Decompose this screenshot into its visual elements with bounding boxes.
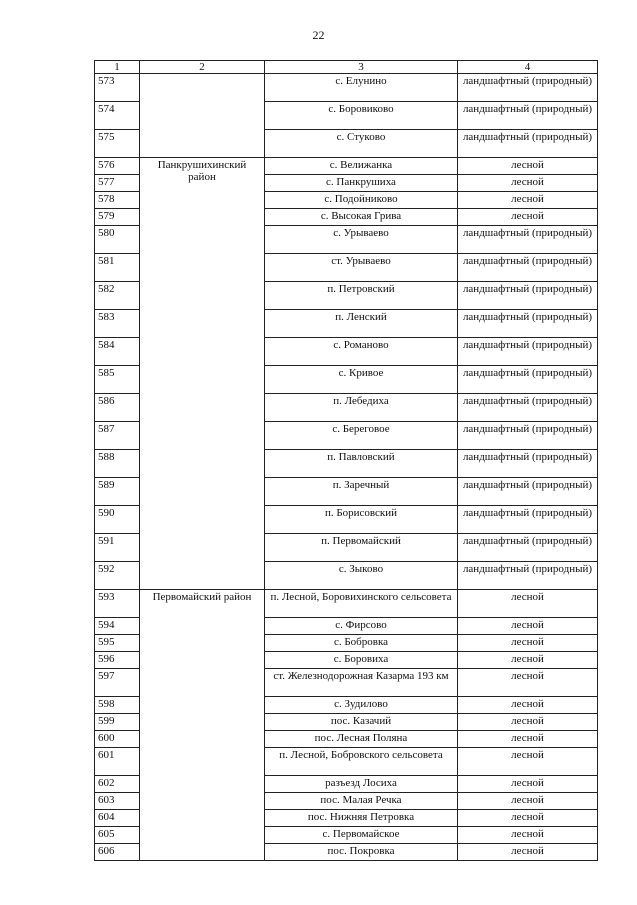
row-number-cell: 573 <box>95 74 140 102</box>
column-header-3: 3 <box>265 61 458 74</box>
row-number-cell: 594 <box>95 618 140 635</box>
settlement-name-cell: п. Лебедиха <box>265 394 458 422</box>
zone-type-cell: лесной <box>458 827 598 844</box>
district-cell: Панкрушихинский район <box>140 158 265 590</box>
row-number-cell: 590 <box>95 506 140 534</box>
zone-type-cell: ландшафтный (природный) <box>458 366 598 394</box>
row-number-cell: 578 <box>95 192 140 209</box>
row-number-cell: 596 <box>95 652 140 669</box>
settlement-name-cell: п. Первомайский <box>265 534 458 562</box>
row-number-cell: 598 <box>95 697 140 714</box>
table-row <box>95 590 598 618</box>
row-number-cell: 575 <box>95 130 140 158</box>
district-cell <box>140 74 265 158</box>
settlement-name-cell: пос. Нижняя Петровка <box>265 810 458 827</box>
settlement-name-cell: с. Береговое <box>265 422 458 450</box>
row-number-cell: 595 <box>95 635 140 652</box>
row-number-cell: 581 <box>95 254 140 282</box>
district-cell: Первомайский район <box>140 590 265 861</box>
row-number-cell: 605 <box>95 827 140 844</box>
settlement-name-cell: ст. Урываево <box>265 254 458 282</box>
zone-type-cell: лесной <box>458 776 598 793</box>
zone-type-cell: ландшафтный (природный) <box>458 338 598 366</box>
settlement-name-cell: с. Первомайское <box>265 827 458 844</box>
zone-type-cell: ландшафтный (природный) <box>458 534 598 562</box>
settlement-name-cell: с. Урываево <box>265 226 458 254</box>
zone-type-cell: ландшафтный (природный) <box>458 226 598 254</box>
settlement-name-cell: п. Борисовский <box>265 506 458 534</box>
settlement-name-cell: пос. Лесная Поляна <box>265 731 458 748</box>
row-number-cell: 606 <box>95 844 140 861</box>
zone-type-cell: лесной <box>458 714 598 731</box>
settlement-name-cell: с. Подойниково <box>265 192 458 209</box>
zone-type-cell: ландшафтный (природный) <box>458 74 598 102</box>
settlement-name-cell: с. Фирсово <box>265 618 458 635</box>
row-number-cell: 584 <box>95 338 140 366</box>
zone-type-cell: лесной <box>458 158 598 175</box>
settlement-name-cell: п. Лесной, Боровихинского сельсовета <box>265 590 458 618</box>
settlements-table <box>94 60 598 861</box>
table-body <box>95 74 598 861</box>
zone-type-cell: лесной <box>458 618 598 635</box>
settlement-name-cell: пос. Казачий <box>265 714 458 731</box>
settlement-name-cell: п. Ленский <box>265 310 458 338</box>
table-header-row <box>95 61 598 74</box>
settlement-name-cell: ст. Железнодорожная Казарма 193 км <box>265 669 458 697</box>
zone-type-cell: ландшафтный (природный) <box>458 478 598 506</box>
settlement-name-cell: п. Заречный <box>265 478 458 506</box>
row-number-cell: 597 <box>95 669 140 697</box>
settlement-name-cell: п. Павловский <box>265 450 458 478</box>
zone-type-cell: ландшафтный (природный) <box>458 394 598 422</box>
zone-type-cell: лесной <box>458 209 598 226</box>
row-number-cell: 591 <box>95 534 140 562</box>
row-number-cell: 602 <box>95 776 140 793</box>
zone-type-cell: лесной <box>458 192 598 209</box>
zone-type-cell: ландшафтный (природный) <box>458 282 598 310</box>
row-number-cell: 593 <box>95 590 140 618</box>
zone-type-cell: лесной <box>458 748 598 776</box>
row-number-cell: 599 <box>95 714 140 731</box>
settlement-name-cell: с. Кривое <box>265 366 458 394</box>
zone-type-cell: ландшафтный (природный) <box>458 422 598 450</box>
row-number-cell: 583 <box>95 310 140 338</box>
row-number-cell: 586 <box>95 394 140 422</box>
settlement-name-cell: с. Боровиково <box>265 102 458 130</box>
zone-type-cell: ландшафтный (природный) <box>458 130 598 158</box>
settlement-name-cell: п. Лесной, Бобровского сельсовета <box>265 748 458 776</box>
row-number-cell: 585 <box>95 366 140 394</box>
zone-type-cell: ландшафтный (природный) <box>458 310 598 338</box>
zone-type-cell: лесной <box>458 652 598 669</box>
row-number-cell: 588 <box>95 450 140 478</box>
row-number-cell: 582 <box>95 282 140 310</box>
settlement-name-cell: с. Елунино <box>265 74 458 102</box>
zone-type-cell: лесной <box>458 175 598 192</box>
zone-type-cell: лесной <box>458 844 598 861</box>
row-number-cell: 604 <box>95 810 140 827</box>
row-number-cell: 579 <box>95 209 140 226</box>
row-number-cell: 603 <box>95 793 140 810</box>
zone-type-cell: лесной <box>458 810 598 827</box>
zone-type-cell: лесной <box>458 635 598 652</box>
settlement-name-cell: с. Романово <box>265 338 458 366</box>
column-header-4: 4 <box>458 61 598 74</box>
column-header-2: 2 <box>140 61 265 74</box>
row-number-cell: 601 <box>95 748 140 776</box>
row-number-cell: 600 <box>95 731 140 748</box>
settlement-name-cell: с. Зудилово <box>265 697 458 714</box>
row-number-cell: 592 <box>95 562 140 590</box>
row-number-cell: 574 <box>95 102 140 130</box>
zone-type-cell: ландшафтный (природный) <box>458 562 598 590</box>
zone-type-cell: лесной <box>458 669 598 697</box>
row-number-cell: 576 <box>95 158 140 175</box>
settlement-name-cell: с. Бобровка <box>265 635 458 652</box>
settlement-name-cell: пос. Малая Речка <box>265 793 458 810</box>
settlement-name-cell: разъезд Лосиха <box>265 776 458 793</box>
settlement-name-cell: с. Стуково <box>265 130 458 158</box>
zone-type-cell: лесной <box>458 731 598 748</box>
settlement-name-cell: с. Зыково <box>265 562 458 590</box>
table-row <box>95 74 598 102</box>
row-number-cell: 587 <box>95 422 140 450</box>
settlement-name-cell: с. Панкрушиха <box>265 175 458 192</box>
settlement-name-cell: с. Велижанка <box>265 158 458 175</box>
zone-type-cell: лесной <box>458 590 598 618</box>
row-number-cell: 580 <box>95 226 140 254</box>
settlement-name-cell: пос. Покровка <box>265 844 458 861</box>
row-number-cell: 589 <box>95 478 140 506</box>
table-row <box>95 158 598 175</box>
page-number: 22 <box>312 28 325 42</box>
settlement-name-cell: с. Высокая Грива <box>265 209 458 226</box>
zone-type-cell: ландшафтный (природный) <box>458 450 598 478</box>
zone-type-cell: лесной <box>458 697 598 714</box>
row-number-cell: 577 <box>95 175 140 192</box>
zone-type-cell: ландшафтный (природный) <box>458 506 598 534</box>
settlement-name-cell: п. Петровский <box>265 282 458 310</box>
settlement-name-cell: с. Боровиха <box>265 652 458 669</box>
zone-type-cell: лесной <box>458 793 598 810</box>
zone-type-cell: ландшафтный (природный) <box>458 254 598 282</box>
zone-type-cell: ландшафтный (природный) <box>458 102 598 130</box>
column-header-1: 1 <box>95 61 140 74</box>
